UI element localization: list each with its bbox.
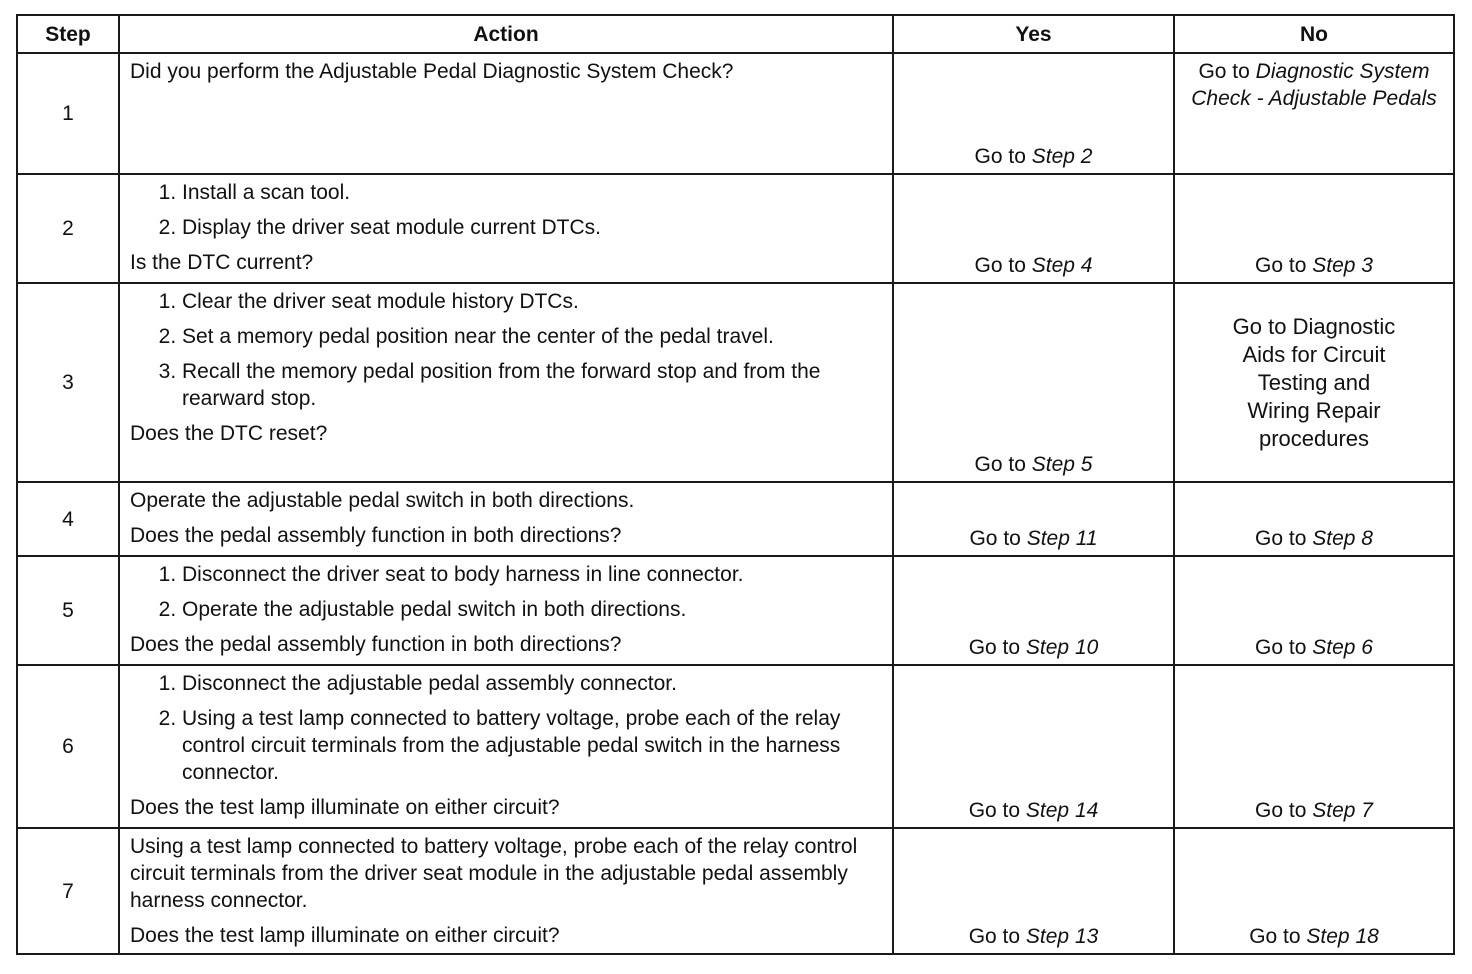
action-text: Operate the adjustable pedal switch in both directions. <box>130 489 635 512</box>
yes-prefix: Go to <box>974 145 1026 168</box>
step-number: 5 <box>17 556 119 665</box>
header-action: Action <box>119 15 893 53</box>
no-cell <box>1174 482 1454 556</box>
instruction-item: 2. Using a test lamp connected to battery voltage, probe each of the relay control circuit terminals from the adjustable pedal switch in the harness connector. <box>182 705 884 786</box>
table-row <box>17 828 1454 954</box>
yes-cell <box>893 665 1174 828</box>
question-text: Does the DTC reset? <box>130 422 328 445</box>
question-text: Does the test lamp illuminate on either circuit? <box>130 796 560 819</box>
table-row <box>17 53 1454 174</box>
yes-link[interactable]: Step 10 <box>1025 636 1099 659</box>
no-link[interactable]: Step 18 <box>1306 925 1379 948</box>
action-cell <box>119 283 893 482</box>
yes-cell <box>893 174 1174 283</box>
instruction-item: 2. Display the driver seat module current DTCs. <box>182 214 884 241</box>
no-link[interactable]: Go to Diagnostic Aids for Circuit Testing and Wiring Repair procedures <box>1232 313 1396 451</box>
table-row <box>17 482 1454 556</box>
no-cell <box>1174 828 1454 954</box>
action-text: Using a test lamp connected to battery voltage, probe each of the relay control circuit terminals from the driver seat module in the adjustable pedal assembly harness connector. <box>130 835 858 912</box>
no-link[interactable]: Step 8 <box>1312 527 1373 550</box>
yes-cell <box>893 53 1174 174</box>
instruction-list <box>130 179 884 241</box>
action-cell <box>119 53 893 174</box>
yes-prefix: Go to <box>974 254 1026 277</box>
step-number: 4 <box>17 482 119 556</box>
header-no: No <box>1174 15 1454 53</box>
header-yes: Yes <box>893 15 1174 53</box>
instruction-item: 1. Disconnect the driver seat to body harness in line connector. <box>182 561 884 588</box>
no-cell <box>1174 53 1454 174</box>
instruction-item: 1. Clear the driver seat module history DTCs. <box>182 288 884 315</box>
question-text: Does the pedal assembly function in both directions? <box>130 524 622 547</box>
diagnostic-table <box>16 14 1455 955</box>
step-number: 7 <box>17 828 119 954</box>
yes-cell <box>893 482 1174 556</box>
no-prefix: Go to <box>1255 254 1307 277</box>
instruction-item: 3. Recall the memory pedal position from the forward stop and from the rearward stop. <box>182 358 884 412</box>
no-prefix: Go to <box>1255 636 1307 659</box>
no-prefix: Go to <box>1198 60 1250 83</box>
instruction-item: 1. Disconnect the adjustable pedal assembly connector. <box>182 670 884 697</box>
action-cell <box>119 828 893 954</box>
step-number: 2 <box>17 174 119 283</box>
instruction-item: 2. Set a memory pedal position near the center of the pedal travel. <box>182 323 884 350</box>
action-cell <box>119 174 893 283</box>
no-link[interactable]: Diagnostic System Check - Adjustable Pedals <box>1191 60 1437 110</box>
yes-prefix: Go to <box>974 453 1026 476</box>
header-row <box>17 15 1454 53</box>
no-cell <box>1174 283 1454 482</box>
no-cell <box>1174 556 1454 665</box>
instruction-list <box>130 288 884 412</box>
no-prefix: Go to <box>1249 925 1301 948</box>
action-cell <box>119 665 893 828</box>
yes-link[interactable]: Step 2 <box>1031 145 1093 168</box>
yes-link[interactable]: Step 11 <box>1026 527 1098 550</box>
table-row <box>17 174 1454 283</box>
yes-cell <box>893 828 1174 954</box>
yes-prefix: Go to <box>968 799 1021 822</box>
instruction-item: 2. Operate the adjustable pedal switch in both directions. <box>182 596 884 623</box>
no-prefix: Go to <box>1255 527 1307 550</box>
question-text: Does the test lamp illuminate on either circuit? <box>130 924 560 947</box>
yes-link[interactable]: Step 13 <box>1025 925 1099 948</box>
table-row <box>17 665 1454 828</box>
question-text: Does the pedal assembly function in both directions? <box>130 633 622 656</box>
no-prefix: Go to <box>1255 799 1307 822</box>
yes-prefix: Go to <box>969 527 1021 550</box>
step-number: 6 <box>17 665 119 828</box>
no-link[interactable]: Step 6 <box>1312 636 1373 659</box>
yes-link[interactable]: Step 14 <box>1025 799 1099 822</box>
header-step: Step <box>17 15 119 53</box>
instruction-list <box>130 561 884 623</box>
yes-prefix: Go to <box>968 636 1021 659</box>
no-cell <box>1174 174 1454 283</box>
instruction-list <box>130 670 884 786</box>
no-link[interactable]: Step 7 <box>1312 799 1373 822</box>
table-row <box>17 556 1454 665</box>
instruction-item: 1. Install a scan tool. <box>182 179 884 206</box>
step-number: 3 <box>17 283 119 482</box>
yes-cell <box>893 556 1174 665</box>
no-link[interactable]: Step 3 <box>1312 254 1373 277</box>
table-row <box>17 283 1454 482</box>
question-text: Is the DTC current? <box>130 251 314 274</box>
yes-prefix: Go to <box>968 925 1021 948</box>
no-cell <box>1174 665 1454 828</box>
yes-link[interactable]: Step 4 <box>1031 254 1093 277</box>
action-cell <box>119 556 893 665</box>
step-number: 1 <box>17 53 119 174</box>
action-cell <box>119 482 893 556</box>
yes-cell <box>893 283 1174 482</box>
question-text: Did you perform the Adjustable Pedal Diagnostic System Check? <box>130 60 734 83</box>
yes-link[interactable]: Step 5 <box>1031 453 1093 476</box>
